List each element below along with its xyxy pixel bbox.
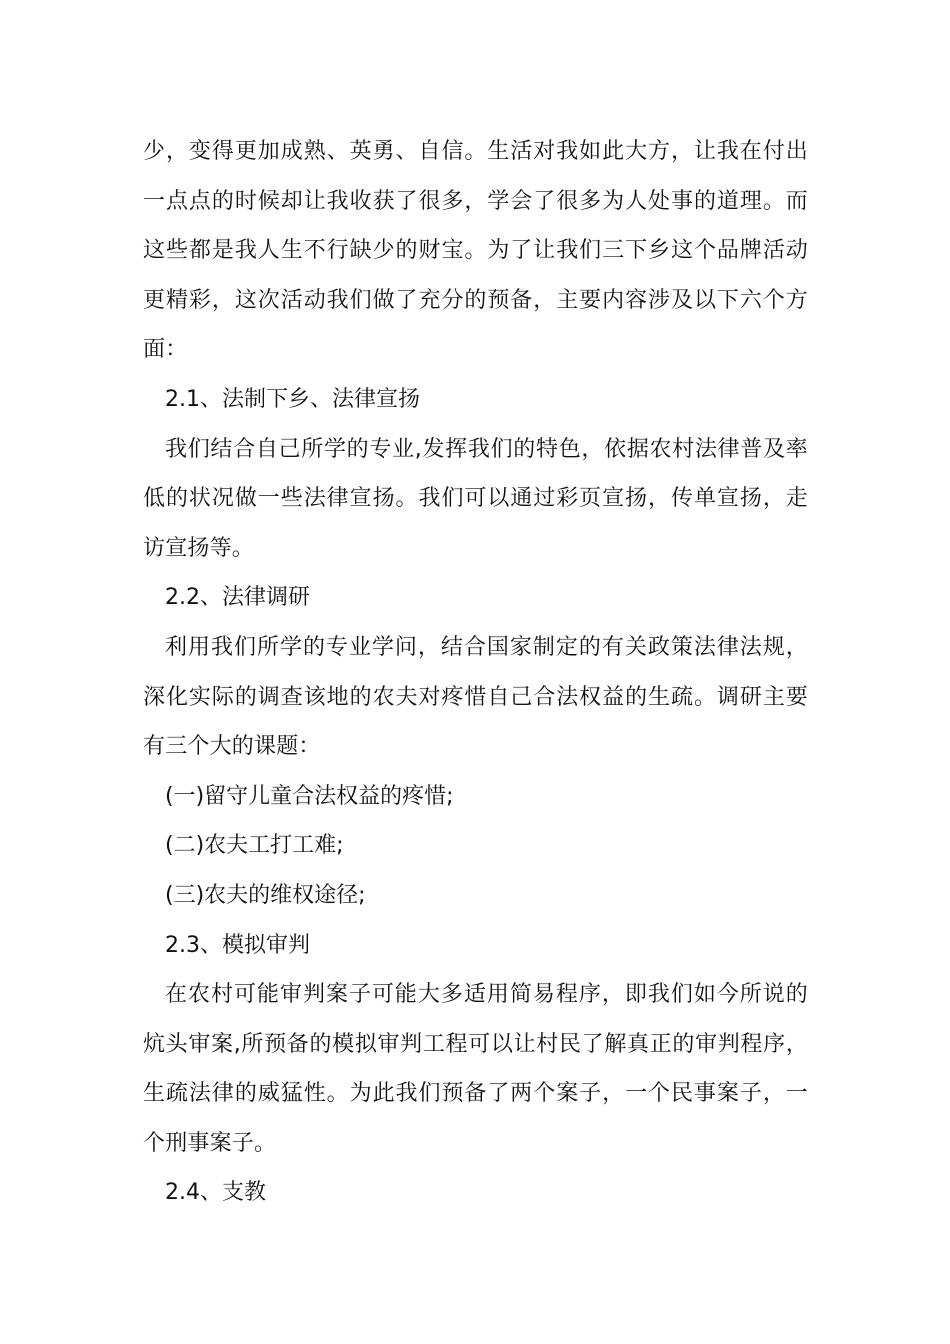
body-paragraph-mock-trial: 在农村可能审判案子可能大多适用简易程序，即我们如今所说的炕头审案,所预备的模拟审判工程可以让村民了解真正的审判程序，生疏法律的威猛性。为此我们预备了两个案子，一个民事案子，一个刑事案子。 bbox=[143, 982, 808, 1156]
section-heading-2-4: 2.4、支教 bbox=[165, 1180, 266, 1206]
body-paragraph-intro: 少，变得更加成熟、英勇、自信。生活对我如此大方，让我在付出一点点的时候却让我收获了很多，学会了很多为人处事的道理。而这些都是我人生不行缺少的财宝。为了让我们三下乡这个品牌活动更精彩，这次活动我们做了充分的预备，主要内容涉及以下六个方面： bbox=[143, 139, 808, 363]
list-item-topic-1: (一)留守儿童合法权益的疼惜; bbox=[165, 783, 454, 809]
body-paragraph-legal-publicity: 我们结合自己所学的专业,发挥我们的特色，依据农村法律普及率低的状况做一些法律宣扬。我们可以通过彩页宣扬，传单宣扬，走访宣扬等。 bbox=[143, 436, 808, 561]
list-item-topic-3: (三)农夫的维权途径; bbox=[165, 882, 366, 908]
list-item-topic-2: (二)农夫工打工难; bbox=[165, 833, 344, 859]
body-paragraph-legal-research: 利用我们所学的专业学问，结合国家制定的有关政策法律法规，深化实际的调查该地的农夫对疼惜自己合法权益的生疏。调研主要有三个大的课题： bbox=[143, 634, 808, 760]
section-heading-2-1: 2.1、法制下乡、法律宣扬 bbox=[165, 386, 420, 412]
document-body bbox=[143, 127, 808, 1218]
section-heading-2-2: 2.2、法律调研 bbox=[165, 585, 310, 611]
section-heading-2-3: 2.3、模拟审判 bbox=[165, 932, 310, 958]
